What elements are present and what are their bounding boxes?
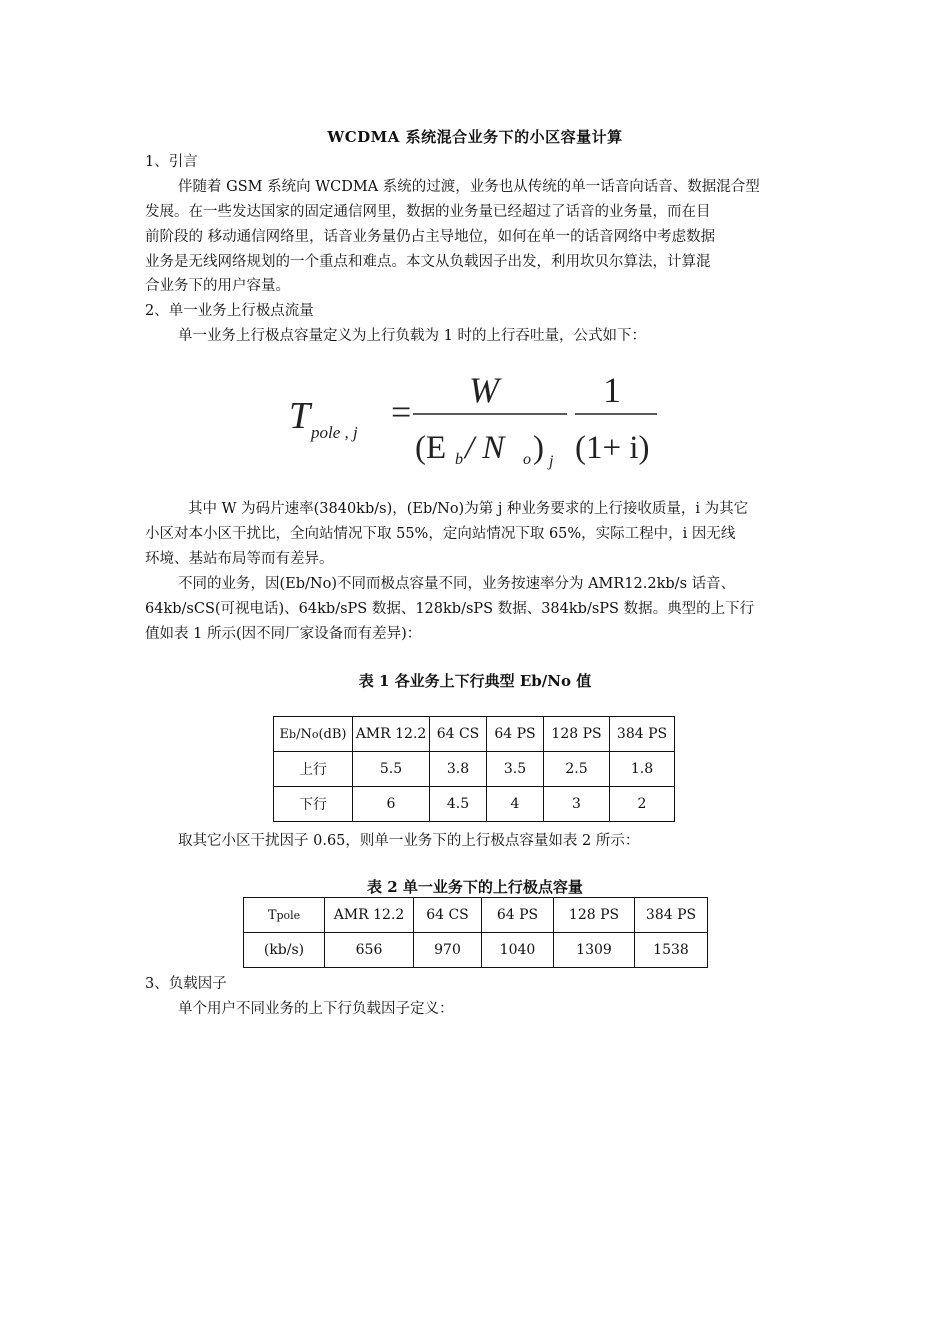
table-1 (273, 716, 675, 822)
formula-denominator-sub-o: o (523, 451, 531, 468)
table-cell: 4 (487, 787, 544, 822)
table-header-cell: 64 CS (430, 717, 487, 752)
table-header-cell: 384 PS (635, 898, 708, 933)
table-2-caption: 表 2 单一业务下的上行极点容量 (367, 878, 583, 896)
formula-denominator-mid: / N (465, 430, 505, 466)
table-header-cell: 64 PS (487, 717, 544, 752)
table-cell: 1.8 (610, 752, 675, 787)
formula-denominator-sub-b: b (455, 451, 463, 468)
paragraph-line: 单一业务上行极点容量定义为上行负载为 1 时的上行吞吐量，公式如下： (178, 328, 646, 344)
table-cell: 2.5 (544, 752, 610, 787)
table-row (274, 752, 675, 787)
paragraph-line: 前阶段的 移动通信网络里，话音业务量仍占主导地位，如何在单一的话音网络中考虑数据 (145, 229, 716, 245)
table-cell: 3 (544, 787, 610, 822)
svg-text:=: = (391, 392, 412, 432)
formula-denominator-open: (E (415, 430, 447, 466)
formula-lhs: T (289, 395, 311, 437)
table-1-caption: 表 1 各业务上下行典型 Eb/No 值 (358, 672, 592, 690)
table-header-cell: AMR 12.2 (325, 898, 414, 933)
table-cell: 1040 (482, 933, 554, 968)
table-header-cell: Tpole (244, 898, 325, 933)
table-2 (243, 897, 708, 968)
table-cell: 4.5 (430, 787, 487, 822)
table-header-cell: 384 PS (610, 717, 675, 752)
section-2-heading: 2、单一业务上行极点流量 (145, 303, 314, 319)
table-header-cell: 128 PS (554, 898, 635, 933)
paragraph-line: 其中 W 为码片速率(3840kb/s)，(Eb/No)为第 j 种业务要求的上行接收质量，i 为其它 (188, 501, 749, 517)
table-header-row (274, 717, 675, 752)
paragraph-line: 发展。在一些发达国家的固定通信网里，数据的业务量已经超过了话音的业务量，而在目 (145, 204, 711, 220)
formula-lhs-subscript: pole , j (311, 423, 358, 442)
table-header-cell: Eb/No(dB) (274, 717, 353, 752)
table-row (244, 933, 708, 968)
table-header-cell: 64 CS (414, 898, 482, 933)
paragraph-line: 合业务下的用户容量。 (145, 278, 290, 294)
table-cell: 1538 (635, 933, 708, 968)
table-cell: 5.5 (353, 752, 430, 787)
paragraph-line: 值如表 1 所示(因不同厂家设备而有差异)： (145, 626, 422, 642)
paragraph-line: 小区对本小区干扰比，全向站情况下取 55%，定向站情况下取 65%，实际工程中，i 因无线 (145, 526, 736, 542)
table-cell: 3.8 (430, 752, 487, 787)
table-header-cell: 64 PS (482, 898, 554, 933)
table-header-row (244, 898, 708, 933)
paragraph-line: 伴随着 GSM 系统向 WCDMA 系统的过渡，业务也从传统的单一话音向话音、数据混合型 (178, 179, 760, 195)
formula-denominator-2: (1+ i) (575, 430, 650, 466)
table-cell: (kb/s) (244, 933, 325, 968)
paragraph-line: 环境、基站布局等而有差异。 (145, 551, 334, 567)
table-cell: 3.5 (487, 752, 544, 787)
paragraph-line: 业务是无线网络规划的一个重点和难点。本文从负载因子出发，利用坎贝尔算法，计算混 (145, 254, 711, 270)
paragraph-line: 64kb/sCS(可视电话)、64kb/sPS 数据、128kb/sPS 数据、384kb/sPS 数据。典型的上下行 (145, 601, 755, 617)
table-cell: 6 (353, 787, 430, 822)
table-cell: 上行 (274, 752, 353, 787)
table-header-cell: AMR 12.2 (353, 717, 430, 752)
formula-numerator: W (469, 370, 499, 410)
table-header-cell: 128 PS (544, 717, 610, 752)
paragraph-line: 取其它小区干扰因子 0.65，则单一业务下的上行极点容量如表 2 所示： (178, 833, 640, 849)
table-cell: 1309 (554, 933, 635, 968)
paragraph-line: 单个用户不同业务的上下行负载因子定义： (178, 1001, 454, 1017)
table-cell: 2 (610, 787, 675, 822)
table-cell: 656 (325, 933, 414, 968)
formula-denominator-close: ) (533, 430, 544, 466)
table-row (274, 787, 675, 822)
formula-denominator-sub-j: j (549, 453, 554, 470)
pole-capacity-formula (285, 366, 665, 470)
table-cell: 970 (414, 933, 482, 968)
section-1-heading: 1、引言 (145, 154, 198, 170)
formula-numerator-2: 1 (603, 370, 621, 410)
paragraph-line: 不同的业务，因(Eb/No)不同而极点容量不同，业务按速率分为 AMR12.2kb/s 话音、 (178, 576, 736, 592)
document-title: WCDMA 系统混合业务下的小区容量计算 (327, 128, 623, 146)
table-cell: 下行 (274, 787, 353, 822)
section-3-heading: 3、负载因子 (145, 976, 227, 992)
